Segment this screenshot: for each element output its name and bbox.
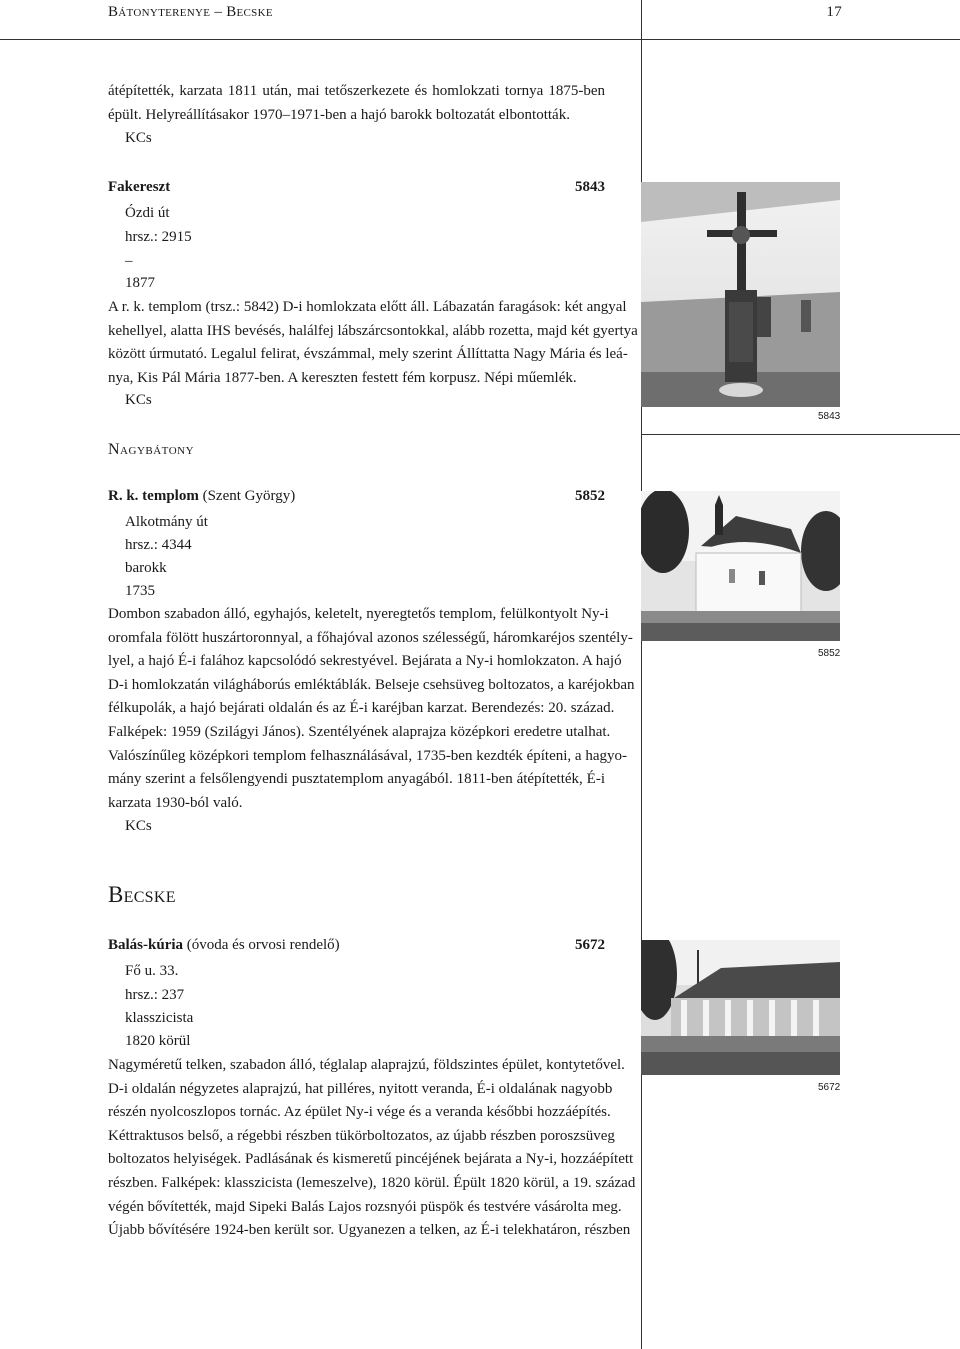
manor-house-photo <box>641 940 840 1075</box>
text-line: karzata 1930-ból való. <box>108 794 243 811</box>
entry-description <box>108 603 635 815</box>
text-line: mány szerint a felsőlengyendi pusztatemplom anyagából. 1811-ben átépítették, É-i <box>108 771 605 788</box>
entry-lot: hrsz.: 4344 <box>125 537 192 553</box>
entry-address: Alkotmány út <box>125 514 208 530</box>
entry-heading <box>108 937 605 961</box>
text-line: Újabb bővítésére 1924-ben került sor. Ugyanezen a telken, az É-i telekhatáron, részben <box>108 1222 631 1239</box>
entry-style: – <box>125 253 133 269</box>
text-line: lyel, a hajó É-i falához kapcsolódó sekrestyével. Bejárata a Ny-i homlokzaton. A hajó <box>108 653 622 670</box>
entry-lot: hrsz.: 237 <box>125 987 185 1003</box>
entry-number: 5672 <box>575 937 605 953</box>
entry-heading <box>108 488 605 512</box>
entry-year: 1877 <box>125 275 155 291</box>
text-line: részén nyolcoszlopos tornác. Az épület Ny-i vége és a veranda későbbi hozzáépítés. <box>108 1104 611 1121</box>
section-heading-becske: Becske <box>108 882 176 907</box>
text-line: Kéttraktusos belső, a régebbi részben tükörboltozatos, az újabb részben poroszsüveg <box>108 1127 615 1144</box>
entry-description <box>108 296 638 390</box>
author-signature: KCs <box>125 818 152 834</box>
caption-rule <box>641 434 960 435</box>
text-line: Valószínűleg középkori templom felhasználásával, 1735-ben kezdték építeni, a hagyo- <box>108 747 627 764</box>
text-line: végén bővítették, majd Sipeki Balás Lajos rozsnyói püspök és testvére vásárolta meg. <box>108 1198 622 1215</box>
entry-title <box>108 937 340 954</box>
text-line: épült. Helyreállításakor 1970–1971-ben a hajó barokk boltozatát elbontották. <box>108 106 570 123</box>
entry-title <box>108 488 295 505</box>
author-signature: KCs <box>125 130 152 146</box>
entry-address: Fő u. 33. <box>125 963 179 979</box>
entry-year: 1820 körül <box>125 1033 191 1049</box>
text-line: Dombon szabadon álló, egyhajós, keletelt, nyeregtetős templom, felülkontyolt Ny-i <box>108 606 609 622</box>
entry-title-sub: (óvoda és orvosi rendelő) <box>183 937 340 953</box>
text-line: között úrmutató. Legalul felirat, évszámmal, mely szerint Állíttatta Nagy Mária és leá- <box>108 346 628 363</box>
text-line: nya, Kis Pál Mária 1877-ben. A kereszten festett fém korpusz. Népi műemlék. <box>108 369 577 386</box>
photo-caption: 5672 <box>818 1082 841 1093</box>
entry-title-main: Balás-kúria <box>108 937 184 953</box>
entry-style: klasszicista <box>125 1010 194 1026</box>
text-line: boltozatos helyiségek. Padlásának és kismeretű pincéjének bejárata a Ny-i, hozzáépített <box>108 1151 634 1168</box>
text-line: D-i homlokzatán világháborús emléktáblák. Belseje csehsüveg boltozatos, a karéjokban <box>108 676 635 693</box>
intro-paragraph <box>108 80 605 127</box>
text-line: Nagyméretű telken, szabadon álló, téglalap alaprajzú, földszintes épület, kontytetővel. <box>108 1057 625 1073</box>
entry-heading <box>108 179 605 203</box>
page-number: 17 <box>826 4 842 20</box>
header-rule <box>0 39 960 40</box>
text-line: átépítették, karzata 1811 után, mai tetőszerkezete és homlokzati tornya 1875-ben <box>108 83 605 99</box>
text-line: félkupolák, a hajó bejárati oldalán és az É-i karéjban karzat. Berendezés: 20. század. <box>108 700 615 717</box>
wooden-cross-photo <box>641 182 840 407</box>
running-title: Bátonyterenye – Becske <box>108 4 273 20</box>
text-line: A r. k. templom (trsz.: 5842) D-i homlokzata előtt áll. Lábazatán faragások: két angyal <box>108 299 627 315</box>
entry-title: Fakereszt <box>108 179 171 195</box>
text-line: Falképek: 1959 (Szilágyi János). Szentélyének alaprajza középkori eredetre utalhat. <box>108 723 611 740</box>
author-signature: KCs <box>125 392 152 408</box>
church-image <box>641 491 840 641</box>
entry-description <box>108 1054 636 1243</box>
entry-style: barokk <box>125 560 167 576</box>
text-line: kehellyel, alatta IHS bevésés, halálfej lábszárcsontokkal, alább rozetta, majd két gyertya <box>108 322 638 339</box>
text-line: D-i oldalán négyzetes alaprajzú, hat pilléres, nyitott veranda, É-i oldalának nagyobb <box>108 1080 613 1097</box>
entry-year: 1735 <box>125 583 155 599</box>
entry-address: Ózdi út <box>125 205 170 221</box>
text-line: részben. Falképek: klasszicista (lemeszelve), 1820 körül. Épült 1820 körül, a 19. század <box>108 1174 636 1191</box>
section-heading-nagybatony: Nagybátony <box>108 441 195 458</box>
church-photo <box>641 491 840 641</box>
entry-title-sub: (Szent György) <box>198 488 296 504</box>
manor-house-image <box>641 940 840 1075</box>
entry-number: 5843 <box>575 179 605 195</box>
photo-caption: 5843 <box>818 411 841 422</box>
photo-caption: 5852 <box>818 648 841 659</box>
entry-lot: hrsz.: 2915 <box>125 229 192 245</box>
running-header <box>108 2 842 28</box>
entry-number: 5852 <box>575 488 605 504</box>
wooden-cross-image <box>641 182 840 407</box>
text-line: oromfala fölött huszártoronnyal, a főhajóval azonos szélességű, háromkaréjos szentély- <box>108 629 633 646</box>
entry-title-main: R. k. templom <box>108 488 199 504</box>
